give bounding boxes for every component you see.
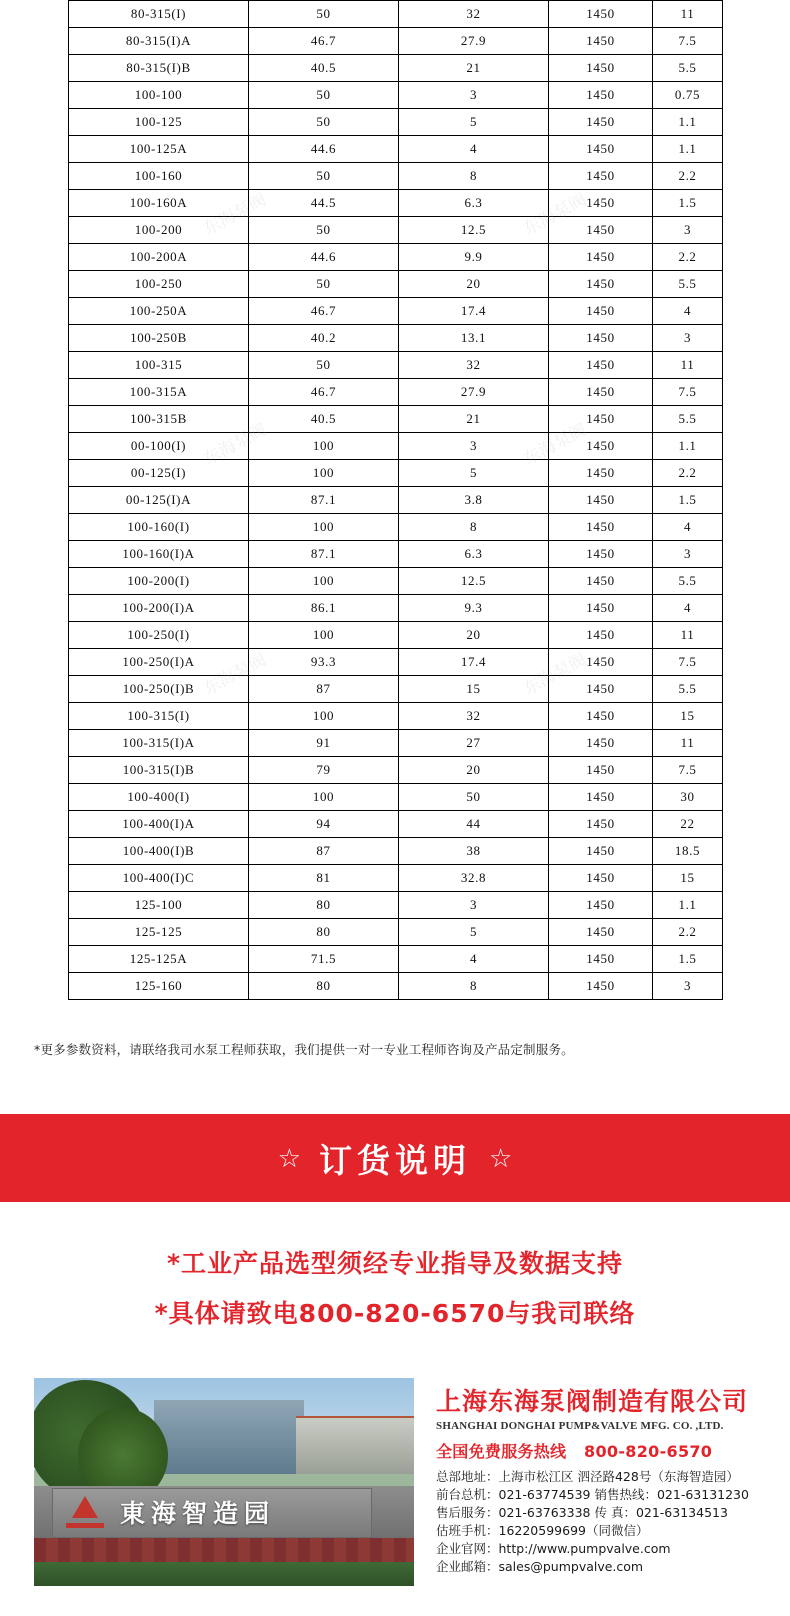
cell-head: 32.8 bbox=[399, 865, 549, 892]
cell-model: 125-125A bbox=[69, 946, 249, 973]
table-row bbox=[69, 28, 723, 55]
cell-speed: 1450 bbox=[549, 703, 653, 730]
cell-head: 17.4 bbox=[399, 649, 549, 676]
cell-speed: 1450 bbox=[549, 190, 653, 217]
cell-model: 100-250B bbox=[69, 325, 249, 352]
cell-power: 1.5 bbox=[653, 946, 723, 973]
cell-power: 15 bbox=[653, 865, 723, 892]
cell-flow: 81 bbox=[249, 865, 399, 892]
cell-flow: 93.3 bbox=[249, 649, 399, 676]
table-row bbox=[69, 757, 723, 784]
cell-head: 9.9 bbox=[399, 244, 549, 271]
cell-model: 100-160 bbox=[69, 163, 249, 190]
cell-power: 1.5 bbox=[653, 487, 723, 514]
cell-flow: 100 bbox=[249, 622, 399, 649]
cell-power: 5.5 bbox=[653, 271, 723, 298]
cell-speed: 1450 bbox=[549, 838, 653, 865]
table-row bbox=[69, 136, 723, 163]
cell-speed: 1450 bbox=[549, 109, 653, 136]
cell-head: 8 bbox=[399, 514, 549, 541]
table-row bbox=[69, 865, 723, 892]
secondary-building bbox=[296, 1418, 414, 1474]
cell-head: 12.5 bbox=[399, 217, 549, 244]
cell-speed: 1450 bbox=[549, 757, 653, 784]
cell-head: 4 bbox=[399, 136, 549, 163]
cell-speed: 1450 bbox=[549, 622, 653, 649]
hotline-number: 800-820-6570 bbox=[584, 1442, 713, 1461]
cell-flow: 50 bbox=[249, 352, 399, 379]
cell-speed: 1450 bbox=[549, 325, 653, 352]
cell-power: 4 bbox=[653, 514, 723, 541]
table-row bbox=[69, 676, 723, 703]
cell-flow: 50 bbox=[249, 163, 399, 190]
watermark: 东海泵阀 bbox=[520, 649, 590, 700]
table-row bbox=[69, 244, 723, 271]
banner-title: 订货说明 bbox=[319, 1140, 471, 1180]
cell-speed: 1450 bbox=[549, 811, 653, 838]
contact-line-6: 企业邮箱：sales@pumpvalve.com bbox=[436, 1559, 644, 1574]
table-row bbox=[69, 730, 723, 757]
table-row bbox=[69, 973, 723, 1000]
cell-head: 9.3 bbox=[399, 595, 549, 622]
table-row bbox=[69, 541, 723, 568]
contact-list bbox=[436, 1468, 764, 1576]
cell-speed: 1450 bbox=[549, 352, 653, 379]
cell-head: 3 bbox=[399, 82, 549, 109]
cell-speed: 1450 bbox=[549, 163, 653, 190]
company-info bbox=[436, 1378, 764, 1586]
cell-head: 20 bbox=[399, 622, 549, 649]
cell-model: 00-100(I) bbox=[69, 433, 249, 460]
cell-flow: 80 bbox=[249, 973, 399, 1000]
cell-power: 3 bbox=[653, 325, 723, 352]
cell-head: 32 bbox=[399, 352, 549, 379]
watermark: 东海泵阀 bbox=[200, 419, 270, 470]
cell-power: 1.1 bbox=[653, 109, 723, 136]
factory-building bbox=[154, 1400, 304, 1474]
table-row bbox=[69, 622, 723, 649]
cell-speed: 1450 bbox=[549, 973, 653, 1000]
cell-flow: 50 bbox=[249, 271, 399, 298]
cell-speed: 1450 bbox=[549, 487, 653, 514]
cell-model: 100-250(I) bbox=[69, 622, 249, 649]
table-row bbox=[69, 649, 723, 676]
cell-model: 100-400(I) bbox=[69, 784, 249, 811]
cell-model: 100-250A bbox=[69, 298, 249, 325]
table-row bbox=[69, 946, 723, 973]
pump-spec-table bbox=[68, 0, 723, 1000]
cell-speed: 1450 bbox=[549, 514, 653, 541]
cell-power: 1.1 bbox=[653, 136, 723, 163]
cell-model: 100-200 bbox=[69, 217, 249, 244]
cell-head: 3 bbox=[399, 433, 549, 460]
cell-speed: 1450 bbox=[549, 379, 653, 406]
cell-power: 4 bbox=[653, 595, 723, 622]
cell-power: 3 bbox=[653, 973, 723, 1000]
cell-speed: 1450 bbox=[549, 568, 653, 595]
watermark: 东海泵阀 bbox=[520, 189, 590, 240]
cell-flow: 91 bbox=[249, 730, 399, 757]
cell-flow: 50 bbox=[249, 109, 399, 136]
hotline-label: 全国免费服务热线 bbox=[436, 1442, 567, 1461]
table-row bbox=[69, 163, 723, 190]
table-row bbox=[69, 514, 723, 541]
spec-note: *更多参数资料，请联络我司水泵工程师获取，我们提供一对一专业工程师咨询及产品定制服务。 bbox=[34, 1042, 574, 1057]
cell-model: 100-250 bbox=[69, 271, 249, 298]
company-name-cn: 上海东海泵阀制造有限公司 bbox=[436, 1387, 749, 1416]
cell-flow: 100 bbox=[249, 460, 399, 487]
cell-speed: 1450 bbox=[549, 919, 653, 946]
cell-speed: 1450 bbox=[549, 298, 653, 325]
cell-model: 00-125(I)A bbox=[69, 487, 249, 514]
cell-power: 11 bbox=[653, 622, 723, 649]
company-building-photo bbox=[34, 1378, 414, 1586]
cell-head: 4 bbox=[399, 946, 549, 973]
cell-power: 2.2 bbox=[653, 244, 723, 271]
table-row bbox=[69, 217, 723, 244]
cell-power: 7.5 bbox=[653, 649, 723, 676]
cell-head: 3 bbox=[399, 892, 549, 919]
cell-speed: 1450 bbox=[549, 730, 653, 757]
cell-speed: 1450 bbox=[549, 217, 653, 244]
cell-model: 100-160(I)A bbox=[69, 541, 249, 568]
donghai-logo-mark-icon bbox=[64, 1492, 106, 1532]
cell-model: 100-315A bbox=[69, 379, 249, 406]
cell-flow: 50 bbox=[249, 82, 399, 109]
cell-flow: 40.5 bbox=[249, 406, 399, 433]
cell-flow: 87 bbox=[249, 838, 399, 865]
cell-power: 30 bbox=[653, 784, 723, 811]
table-row bbox=[69, 352, 723, 379]
cell-power: 11 bbox=[653, 1, 723, 28]
spec-table-body bbox=[69, 1, 723, 1000]
cell-head: 27.9 bbox=[399, 28, 549, 55]
cell-flow: 46.7 bbox=[249, 28, 399, 55]
cell-speed: 1450 bbox=[549, 784, 653, 811]
cell-model: 100-100 bbox=[69, 82, 249, 109]
cell-power: 5.5 bbox=[653, 406, 723, 433]
table-row bbox=[69, 919, 723, 946]
cell-flow: 94 bbox=[249, 811, 399, 838]
cell-model: 100-315(I)B bbox=[69, 757, 249, 784]
cell-speed: 1450 bbox=[549, 82, 653, 109]
table-row bbox=[69, 892, 723, 919]
cell-head: 8 bbox=[399, 973, 549, 1000]
cell-power: 1.1 bbox=[653, 433, 723, 460]
cell-power: 3 bbox=[653, 217, 723, 244]
cell-flow: 44.6 bbox=[249, 244, 399, 271]
cell-flow: 50 bbox=[249, 1, 399, 28]
table-row bbox=[69, 595, 723, 622]
cell-power: 22 bbox=[653, 811, 723, 838]
cell-power: 15 bbox=[653, 703, 723, 730]
cell-speed: 1450 bbox=[549, 541, 653, 568]
table-row bbox=[69, 568, 723, 595]
cell-flow: 80 bbox=[249, 892, 399, 919]
cell-flow: 71.5 bbox=[249, 946, 399, 973]
cell-power: 7.5 bbox=[653, 379, 723, 406]
cell-model: 125-100 bbox=[69, 892, 249, 919]
cell-head: 27.9 bbox=[399, 379, 549, 406]
cell-head: 8 bbox=[399, 163, 549, 190]
cell-speed: 1450 bbox=[549, 244, 653, 271]
table-row bbox=[69, 811, 723, 838]
cell-flow: 80 bbox=[249, 919, 399, 946]
lawn bbox=[34, 1562, 414, 1586]
cell-flow: 40.2 bbox=[249, 325, 399, 352]
cell-speed: 1450 bbox=[549, 460, 653, 487]
cell-model: 00-125(I) bbox=[69, 460, 249, 487]
cell-power: 3 bbox=[653, 541, 723, 568]
cell-flow: 87 bbox=[249, 676, 399, 703]
cell-flow: 79 bbox=[249, 757, 399, 784]
table-row bbox=[69, 379, 723, 406]
cell-power: 18.5 bbox=[653, 838, 723, 865]
cell-flow: 100 bbox=[249, 568, 399, 595]
cell-model: 100-160A bbox=[69, 190, 249, 217]
logo-bar bbox=[66, 1523, 104, 1528]
cell-model: 100-315B bbox=[69, 406, 249, 433]
cell-model: 125-125 bbox=[69, 919, 249, 946]
cell-head: 5 bbox=[399, 109, 549, 136]
cell-head: 6.3 bbox=[399, 541, 549, 568]
cell-head: 32 bbox=[399, 703, 549, 730]
cell-power: 5.5 bbox=[653, 568, 723, 595]
table-row bbox=[69, 487, 723, 514]
cell-head: 50 bbox=[399, 784, 549, 811]
headline-1: *工业产品选型须经专业指导及数据支持 bbox=[166, 1249, 624, 1278]
table-row bbox=[69, 406, 723, 433]
table-row bbox=[69, 82, 723, 109]
cell-model: 100-315(I) bbox=[69, 703, 249, 730]
cell-speed: 1450 bbox=[549, 946, 653, 973]
cell-power: 5.5 bbox=[653, 55, 723, 82]
cell-speed: 1450 bbox=[549, 136, 653, 163]
cell-flow: 46.7 bbox=[249, 298, 399, 325]
cell-head: 5 bbox=[399, 919, 549, 946]
cell-head: 5 bbox=[399, 460, 549, 487]
cell-head: 21 bbox=[399, 55, 549, 82]
watermark: 东海泵阀 bbox=[520, 419, 590, 470]
cell-power: 7.5 bbox=[653, 28, 723, 55]
cell-flow: 100 bbox=[249, 784, 399, 811]
cell-power: 5.5 bbox=[653, 676, 723, 703]
cell-power: 1.5 bbox=[653, 190, 723, 217]
cell-model: 100-250(I)B bbox=[69, 676, 249, 703]
cell-head: 38 bbox=[399, 838, 549, 865]
cell-flow: 100 bbox=[249, 433, 399, 460]
cell-model: 100-125 bbox=[69, 109, 249, 136]
cell-flow: 44.6 bbox=[249, 136, 399, 163]
star-icon-right: ☆ bbox=[489, 1143, 513, 1173]
star-icon-left: ☆ bbox=[277, 1143, 301, 1173]
cell-speed: 1450 bbox=[549, 28, 653, 55]
cell-flow: 50 bbox=[249, 217, 399, 244]
cell-speed: 1450 bbox=[549, 271, 653, 298]
watermark: 东海泵阀 bbox=[200, 189, 270, 240]
cell-head: 32 bbox=[399, 1, 549, 28]
cell-speed: 1450 bbox=[549, 1, 653, 28]
watermark: 东海泵阀 bbox=[200, 649, 270, 700]
cell-flow: 87.1 bbox=[249, 541, 399, 568]
cell-speed: 1450 bbox=[549, 676, 653, 703]
cell-model: 100-200(I)A bbox=[69, 595, 249, 622]
contact-line-4: 估班手机：16220599699（同微信） bbox=[436, 1523, 649, 1538]
cell-head: 13.1 bbox=[399, 325, 549, 352]
logo-triangle bbox=[72, 1496, 98, 1518]
table-row bbox=[69, 190, 723, 217]
cell-flow: 100 bbox=[249, 514, 399, 541]
cell-model: 100-250(I)A bbox=[69, 649, 249, 676]
cell-model: 80-315(I)A bbox=[69, 28, 249, 55]
table-row bbox=[69, 271, 723, 298]
cell-power: 2.2 bbox=[653, 919, 723, 946]
table-row bbox=[69, 784, 723, 811]
cell-flow: 46.7 bbox=[249, 379, 399, 406]
headline-2: *具体请致电800-820-6570与我司联络 bbox=[154, 1299, 636, 1328]
cell-model: 100-160(I) bbox=[69, 514, 249, 541]
cell-model: 100-315 bbox=[69, 352, 249, 379]
cell-flow: 100 bbox=[249, 703, 399, 730]
cell-speed: 1450 bbox=[549, 865, 653, 892]
cell-head: 21 bbox=[399, 406, 549, 433]
table-row bbox=[69, 1, 723, 28]
cell-flow: 40.5 bbox=[249, 55, 399, 82]
cell-head: 20 bbox=[399, 271, 549, 298]
cell-model: 80-315(I) bbox=[69, 1, 249, 28]
cell-head: 20 bbox=[399, 757, 549, 784]
cell-model: 100-400(I)B bbox=[69, 838, 249, 865]
cell-power: 11 bbox=[653, 352, 723, 379]
headline-block bbox=[0, 1202, 790, 1354]
order-instructions-banner bbox=[0, 1114, 790, 1202]
cell-power: 1.1 bbox=[653, 892, 723, 919]
hedge-row bbox=[34, 1538, 414, 1564]
cell-power: 2.2 bbox=[653, 460, 723, 487]
cell-model: 100-200A bbox=[69, 244, 249, 271]
cell-power: 7.5 bbox=[653, 757, 723, 784]
cell-model: 125-160 bbox=[69, 973, 249, 1000]
table-row bbox=[69, 433, 723, 460]
cell-model: 100-400(I)A bbox=[69, 811, 249, 838]
contact-line-1: 总部地址：上海市松江区 泗泾路428号（东海智造园） bbox=[436, 1469, 739, 1484]
cell-model: 80-315(I)B bbox=[69, 55, 249, 82]
hotline bbox=[436, 1439, 764, 1462]
company-name-en: SHANGHAI DONGHAI PUMP&VALVE MFG. CO. ,LTD. bbox=[436, 1420, 724, 1432]
banner-inner bbox=[278, 1135, 513, 1182]
cell-speed: 1450 bbox=[549, 892, 653, 919]
cell-head: 17.4 bbox=[399, 298, 549, 325]
cell-head: 3.8 bbox=[399, 487, 549, 514]
cell-power: 0.75 bbox=[653, 82, 723, 109]
table-row bbox=[69, 55, 723, 82]
table-row bbox=[69, 109, 723, 136]
cell-power: 4 bbox=[653, 298, 723, 325]
cell-head: 12.5 bbox=[399, 568, 549, 595]
table-row bbox=[69, 325, 723, 352]
cell-head: 27 bbox=[399, 730, 549, 757]
cell-flow: 44.5 bbox=[249, 190, 399, 217]
cell-power: 11 bbox=[653, 730, 723, 757]
cell-model: 100-125A bbox=[69, 136, 249, 163]
cell-flow: 87.1 bbox=[249, 487, 399, 514]
cell-flow: 86.1 bbox=[249, 595, 399, 622]
cell-model: 100-200(I) bbox=[69, 568, 249, 595]
cell-speed: 1450 bbox=[549, 55, 653, 82]
cell-head: 44 bbox=[399, 811, 549, 838]
contact-line-3: 售后服务：021-63763338 传 真：021-63134513 bbox=[436, 1505, 728, 1520]
table-row bbox=[69, 298, 723, 325]
table-row bbox=[69, 460, 723, 487]
contact-line-2: 前台总机：021-63774539 销售热线：021-63131230 bbox=[436, 1487, 749, 1502]
cell-model: 100-315(I)A bbox=[69, 730, 249, 757]
table-row bbox=[69, 838, 723, 865]
table-row bbox=[69, 703, 723, 730]
cell-head: 6.3 bbox=[399, 190, 549, 217]
company-footer bbox=[0, 1354, 790, 1616]
cell-speed: 1450 bbox=[549, 406, 653, 433]
cell-power: 2.2 bbox=[653, 163, 723, 190]
contact-line-5: 企业官网：http://www.pumpvalve.com bbox=[436, 1541, 671, 1556]
cell-head: 15 bbox=[399, 676, 549, 703]
cell-speed: 1450 bbox=[549, 595, 653, 622]
cell-speed: 1450 bbox=[549, 433, 653, 460]
cell-model: 100-400(I)C bbox=[69, 865, 249, 892]
wall-sign-text: 東海智造园 bbox=[120, 1499, 276, 1528]
cell-speed: 1450 bbox=[549, 649, 653, 676]
